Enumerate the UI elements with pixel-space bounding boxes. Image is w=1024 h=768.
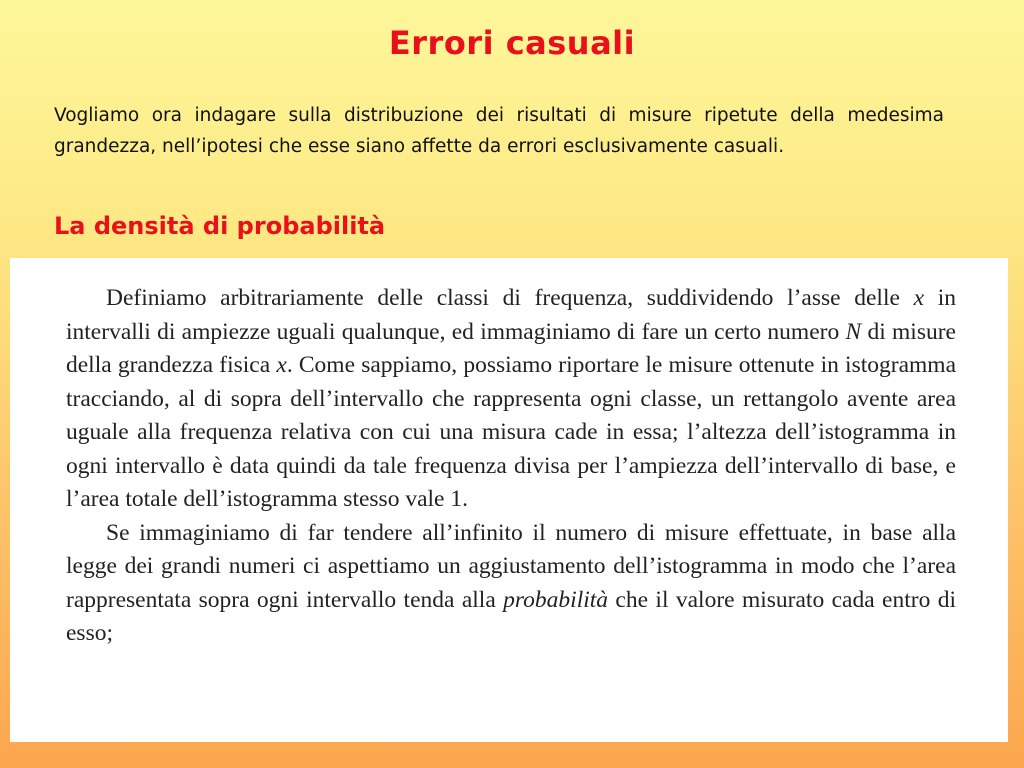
section-subtitle: La densità di probabilità bbox=[54, 212, 386, 240]
math-variable-x: x bbox=[913, 285, 925, 311]
textbook-excerpt bbox=[10, 258, 1008, 742]
intro-paragraph: Vogliamo ora indagare sulla distribuzione dei risultati di misure ripetute della medesima grandezza, nell’ipotesi che esse siano affette da errori esclusivamente casuali. bbox=[54, 105, 944, 157]
excerpt-text: . Come sappiamo, possiamo riportare le misure ottenute in istogramma tracciando, al di sopra dell’intervallo che rappresenta ogni classe, un rettangolo avente area uguale alla frequenza relativa con cui una misura cade in essa; l’altezza dell’istogramma in ogni intervallo è data quindi da tale frequenza divisa per l’ampiezza dell’intervallo di base, e l’area totale dell’istogramma stesso vale 1. bbox=[66, 352, 957, 512]
excerpt-paragraph-2 bbox=[66, 517, 956, 651]
excerpt-text: Se immaginiamo di far tendere all’infinito il numero di misure effettuate, in base alla legge dei grandi numeri ci aspettiamo un aggiustamento dell’istogramma in modo che l’area rappresentata sopra ogni intervallo tenda alla bbox=[66, 519, 956, 613]
slide-title: Errori casuali bbox=[388, 24, 636, 62]
excerpt-paragraph-1 bbox=[66, 282, 956, 517]
excerpt-text: Definiamo arbitrariamente delle classi di frequenza, suddividendo l’asse delle bbox=[106, 285, 914, 311]
excerpt-text: in intervalli di ampiezze uguali qualunque, ed immaginiamo di fare un certo numero bbox=[66, 285, 957, 345]
excerpt-text: di misure della grandezza fisica bbox=[66, 318, 956, 378]
math-variable-n: N bbox=[845, 318, 862, 345]
emphasized-term: probabilità bbox=[503, 586, 609, 613]
excerpt-text: che il valore misurato cada entro di esso; bbox=[66, 586, 956, 646]
math-variable-x: x bbox=[276, 352, 287, 378]
